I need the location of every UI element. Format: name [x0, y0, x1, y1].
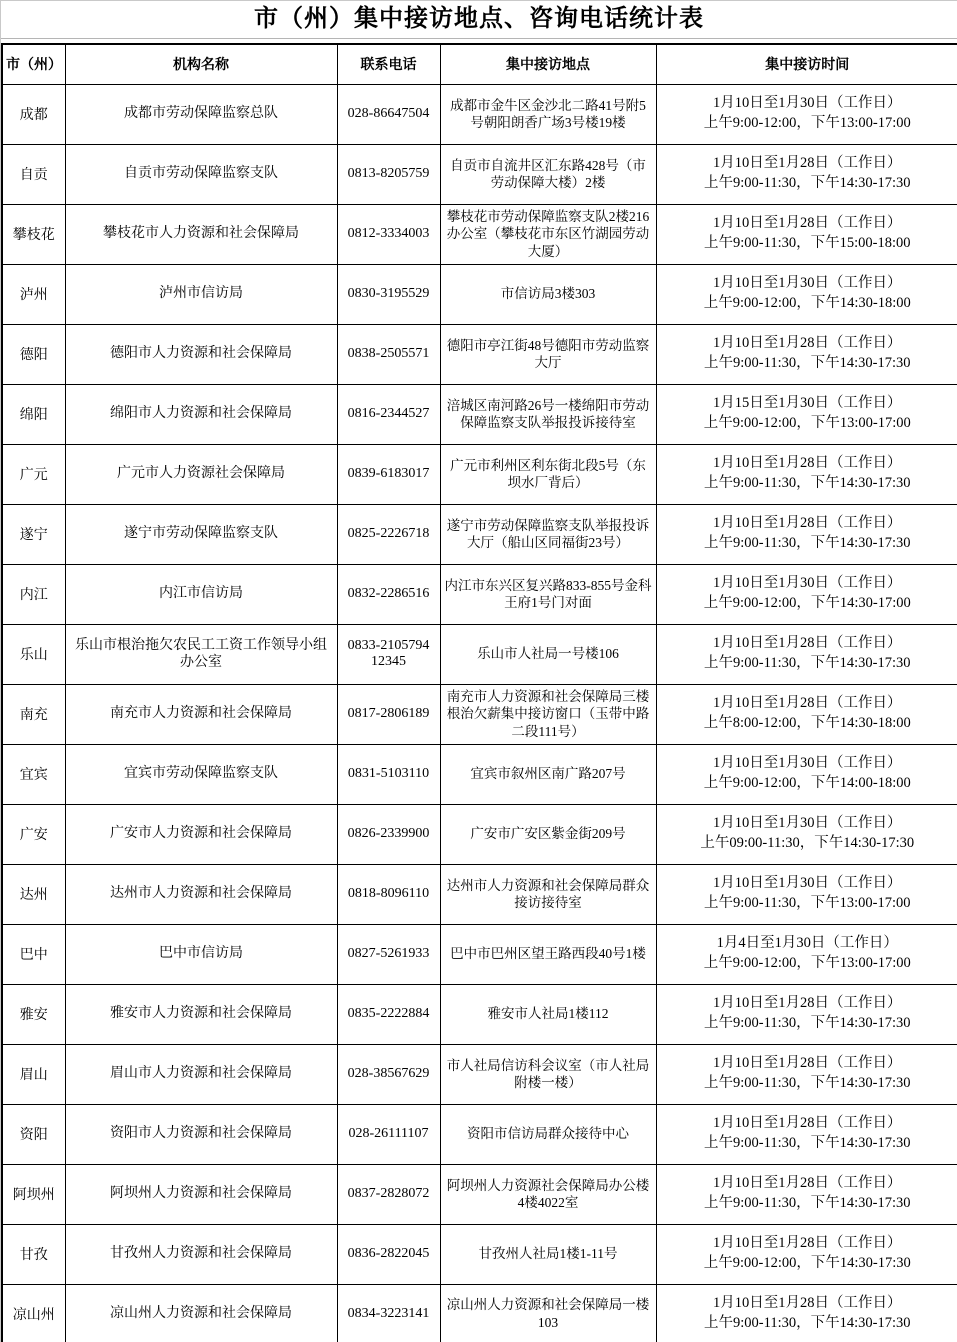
time-cell: [656, 624, 957, 684]
phone-cell: 0835-2222884: [337, 984, 440, 1044]
time-office-hours: 上午9:00-11:30，下午14:30-17:30: [704, 535, 911, 551]
table-row: [2, 804, 957, 864]
time-date-range: 1月10日至1月28日（工作日）: [713, 335, 902, 352]
time-cell: [656, 264, 957, 324]
time-date-range: 1月10日至1月28日（工作日）: [713, 1115, 902, 1132]
time-office-hours: 上午9:00-12:00，下午13:00-17:00: [703, 955, 911, 971]
location-cell: 雅安市人社局1楼112: [440, 984, 656, 1044]
org-cell: 南充市人力资源和社会保障局: [65, 684, 337, 744]
phone-cell: 0816-2344527: [337, 384, 440, 444]
table-row: [2, 1104, 957, 1164]
city-cell: 自贡: [2, 144, 65, 204]
table-header: [2, 44, 957, 84]
time-cell: [656, 204, 957, 264]
time-cell: [656, 1224, 957, 1284]
time-date-range: 1月10日至1月28日（工作日）: [713, 1235, 902, 1252]
location-cell: 内江市东兴区复兴路833-855号金科王府1号门对面: [440, 564, 656, 624]
org-cell: 广安市人力资源和社会保障局: [65, 804, 337, 864]
time-office-hours: 上午9:00-11:30，下午14:30-17:30: [704, 475, 911, 491]
org-cell: 攀枝花市人力资源和社会保障局: [65, 204, 337, 264]
city-cell: 泸州: [2, 264, 65, 324]
org-cell: 眉山市人力资源和社会保障局: [65, 1044, 337, 1104]
phone-cell: 0832-2286516: [337, 564, 440, 624]
location-cell: 广元市利州区利东街北段5号（东坝水厂背后）: [440, 444, 656, 504]
time-office-hours: 上午9:00-11:30，下午14:30-17:30: [704, 175, 911, 191]
time-office-hours: 上午9:00-11:30，下午13:00-17:00: [704, 895, 911, 911]
column-header-phone: 联系电话: [337, 44, 440, 84]
org-cell: 遂宁市劳动保障监察支队: [65, 504, 337, 564]
org-cell: 凉山州人力资源和社会保障局: [65, 1284, 337, 1342]
time-office-hours: 上午8:00-12:00，下午14:30-18:00: [703, 715, 911, 731]
time-cell: [656, 1284, 957, 1342]
org-cell: 自贡市劳动保障监察支队: [65, 144, 337, 204]
column-header-time: 集中接访时间: [656, 44, 957, 84]
phone-cell: 0839-6183017: [337, 444, 440, 504]
time-date-range: 1月10日至1月28日（工作日）: [713, 455, 902, 472]
phone-cell: 0812-3334003: [337, 204, 440, 264]
city-cell: 乐山: [2, 624, 65, 684]
table-row: [2, 204, 957, 264]
table-row: [2, 684, 957, 744]
phone-cell: 0818-8096110: [337, 864, 440, 924]
time-cell: [656, 984, 957, 1044]
org-cell: 广元市人力资源社会保障局: [65, 444, 337, 504]
city-cell: 宜宾: [2, 744, 65, 804]
phone-cell: 0827-5261933: [337, 924, 440, 984]
location-cell: 攀枝花市劳动保障监察支队2楼216办公室（攀枝花市东区竹湖园劳动大厦）: [440, 204, 656, 264]
time-office-hours: 上午09:00-11:30，下午14:30-17:30: [700, 835, 915, 851]
phone-cell: 0831-5103110: [337, 744, 440, 804]
time-date-range: 1月4日至1月30日（工作日）: [716, 935, 898, 952]
time-date-range: 1月10日至1月28日（工作日）: [713, 995, 902, 1012]
time-office-hours: 上午9:00-12:00，下午13:00-17:00: [703, 415, 911, 431]
phone-cell: 028-38567629: [337, 1044, 440, 1104]
city-cell: 雅安: [2, 984, 65, 1044]
time-date-range: 1月10日至1月30日（工作日）: [713, 95, 902, 112]
org-cell: 资阳市人力资源和社会保障局: [65, 1104, 337, 1164]
city-cell: 绵阳: [2, 384, 65, 444]
time-office-hours: 上午9:00-11:30，下午14:30-17:30: [704, 1195, 911, 1211]
org-cell: 泸州市信访局: [65, 264, 337, 324]
org-cell: 甘孜州人力资源和社会保障局: [65, 1224, 337, 1284]
org-cell: 宜宾市劳动保障监察支队: [65, 744, 337, 804]
table-row: [2, 384, 957, 444]
org-cell: 达州市人力资源和社会保障局: [65, 864, 337, 924]
time-cell: [656, 1044, 957, 1104]
time-date-range: 1月10日至1月30日（工作日）: [713, 755, 902, 772]
page-title: 市（州）集中接访地点、咨询电话统计表: [1, 1, 957, 39]
table-row: [2, 504, 957, 564]
phone-cell: 0817-2806189: [337, 684, 440, 744]
location-cell: 南充市人力资源和社会保障局三楼根治欠薪集中接访窗口（玉带中路二段111号）: [440, 684, 656, 744]
time-cell: [656, 564, 957, 624]
time-date-range: 1月10日至1月28日（工作日）: [713, 515, 902, 532]
table-row: [2, 144, 957, 204]
table-row: [2, 1044, 957, 1104]
phone-cell: 0838-2505571: [337, 324, 440, 384]
city-cell: 内江: [2, 564, 65, 624]
column-header-city: 市（州）: [2, 44, 65, 84]
location-cell: 巴中市巴州区望王路西段40号1楼: [440, 924, 656, 984]
phone-cell: 028-26111107: [337, 1104, 440, 1164]
location-cell: 凉山州人力资源和社会保障局一楼103: [440, 1284, 656, 1342]
table-row: [2, 864, 957, 924]
phone-cell: 0834-3223141: [337, 1284, 440, 1342]
time-date-range: 1月10日至1月28日（工作日）: [713, 155, 902, 172]
time-cell: [656, 804, 957, 864]
time-office-hours: 上午9:00-11:30，下午14:30-17:30: [704, 1015, 911, 1031]
time-cell: [656, 684, 957, 744]
org-cell: 内江市信访局: [65, 564, 337, 624]
table-row: [2, 264, 957, 324]
phone-cell: 0813-8205759: [337, 144, 440, 204]
city-cell: 成都: [2, 84, 65, 144]
phone-cell: 028-86647504: [337, 84, 440, 144]
table-row: [2, 924, 957, 984]
table-row: [2, 324, 957, 384]
location-cell: 达州市人力资源和社会保障局群众接访接待室: [440, 864, 656, 924]
org-cell: 乐山市根治拖欠农民工工资工作领导小组办公室: [65, 624, 337, 684]
table-row: [2, 564, 957, 624]
city-cell: 资阳: [2, 1104, 65, 1164]
time-office-hours: 上午9:00-11:30，下午14:30-17:30: [704, 655, 911, 671]
location-cell: 资阳市信访局群众接待中心: [440, 1104, 656, 1164]
table-body: [2, 84, 957, 1342]
time-date-range: 1月10日至1月30日（工作日）: [713, 575, 902, 592]
location-cell: 市人社局信访科会议室（市人社局附楼一楼）: [440, 1044, 656, 1104]
time-cell: [656, 144, 957, 204]
time-date-range: 1月10日至1月30日（工作日）: [713, 815, 902, 832]
location-cell: 涪城区南河路26号一楼绵阳市劳动保障监察支队举报投诉接待室: [440, 384, 656, 444]
location-cell: 乐山市人社局一号楼106: [440, 624, 656, 684]
time-office-hours: 上午9:00-12:00，下午14:30-17:00: [703, 595, 911, 611]
location-cell: 广安市广安区紫金街209号: [440, 804, 656, 864]
time-cell: [656, 384, 957, 444]
time-cell: [656, 324, 957, 384]
phone-cell: 0826-2339900: [337, 804, 440, 864]
table-header-row: [2, 44, 957, 84]
table-row: [2, 444, 957, 504]
city-cell: 南充: [2, 684, 65, 744]
time-cell: [656, 744, 957, 804]
column-header-org: 机构名称: [65, 44, 337, 84]
time-office-hours: 上午9:00-12:00，下午13:00-17:00: [703, 115, 911, 131]
phone-cell: 0825-2226718: [337, 504, 440, 564]
city-cell: 巴中: [2, 924, 65, 984]
time-date-range: 1月15日至1月30日（工作日）: [713, 395, 902, 412]
time-date-range: 1月10日至1月30日（工作日）: [713, 275, 902, 292]
column-header-location: 集中接访地点: [440, 44, 656, 84]
city-cell: 遂宁: [2, 504, 65, 564]
location-cell: 成都市金牛区金沙北二路41号附5号朝阳朗香广场3号楼19楼: [440, 84, 656, 144]
table-row: [2, 744, 957, 804]
org-cell: 雅安市人力资源和社会保障局: [65, 984, 337, 1044]
time-date-range: 1月10日至1月28日（工作日）: [713, 215, 902, 232]
time-cell: [656, 504, 957, 564]
location-cell: 阿坝州人力资源社会保障局办公楼4楼4022室: [440, 1164, 656, 1224]
time-cell: [656, 1104, 957, 1164]
time-date-range: 1月10日至1月28日（工作日）: [713, 1055, 902, 1072]
time-office-hours: 上午9:00-12:00，下午14:30-17:30: [703, 1255, 911, 1271]
time-date-range: 1月10日至1月30日（工作日）: [713, 875, 902, 892]
time-cell: [656, 1164, 957, 1224]
org-cell: 德阳市人力资源和社会保障局: [65, 324, 337, 384]
time-office-hours: 上午9:00-11:30，下午15:00-18:00: [704, 235, 911, 251]
location-cell: 宜宾市叙州区南广路207号: [440, 744, 656, 804]
city-cell: 甘孜: [2, 1224, 65, 1284]
time-office-hours: 上午9:00-11:30，下午14:30-17:30: [704, 1314, 911, 1331]
time-cell: [656, 924, 957, 984]
org-cell: 绵阳市人力资源和社会保障局: [65, 384, 337, 444]
org-cell: 成都市劳动保障监察总队: [65, 84, 337, 144]
location-cell: 甘孜州人社局1楼1-11号: [440, 1224, 656, 1284]
time-date-range: 1月10日至1月28日（工作日）: [713, 1175, 902, 1192]
city-cell: 德阳: [2, 324, 65, 384]
time-cell: [656, 444, 957, 504]
city-cell: 广元: [2, 444, 65, 504]
table-row: [2, 624, 957, 684]
reception-table: [1, 43, 957, 1342]
table-row: [2, 984, 957, 1044]
location-cell: 市信访局3楼303: [440, 264, 656, 324]
org-cell: 巴中市信访局: [65, 924, 337, 984]
city-cell: 达州: [2, 864, 65, 924]
location-cell: 德阳市亭江街48号德阳市劳动监察大厅: [440, 324, 656, 384]
time-date-range: 1月10日至1月28日（工作日）: [713, 695, 902, 712]
phone-cell: 0837-2828072: [337, 1164, 440, 1224]
city-cell: 广安: [2, 804, 65, 864]
time-date-range: 1月10日至1月28日（工作日）: [713, 635, 902, 652]
table-row: [2, 84, 957, 144]
phone-cell: 0830-3195529: [337, 264, 440, 324]
time-office-hours: 上午9:00-12:00，下午14:00-18:00: [703, 775, 911, 791]
table-row: [2, 1284, 957, 1342]
org-cell: 阿坝州人力资源和社会保障局: [65, 1164, 337, 1224]
city-cell: 攀枝花: [2, 204, 65, 264]
time-cell: [656, 864, 957, 924]
city-cell: 凉山州: [2, 1284, 65, 1342]
time-office-hours: 上午9:00-11:30，下午14:30-17:30: [704, 355, 911, 371]
time-office-hours: 上午9:00-11:30，下午14:30-17:30: [704, 1075, 911, 1091]
time-office-hours: 上午9:00-12:00，下午14:30-18:00: [703, 295, 911, 311]
phone-cell: 0833-2105794 12345: [337, 624, 440, 684]
time-office-hours: 上午9:00-11:30，下午14:30-17:30: [704, 1135, 911, 1151]
location-cell: 遂宁市劳动保障监察支队举报投诉大厅（船山区同福街23号）: [440, 504, 656, 564]
phone-cell: 0836-2822045: [337, 1224, 440, 1284]
time-date-range: 1月10日至1月28日（工作日）: [713, 1295, 902, 1312]
city-cell: 眉山: [2, 1044, 65, 1104]
table-row: [2, 1224, 957, 1284]
location-cell: 自贡市自流井区汇东路428号（市劳动保障大楼）2楼: [440, 144, 656, 204]
city-cell: 阿坝州: [2, 1164, 65, 1224]
table-row: [2, 1164, 957, 1224]
time-cell: [656, 84, 957, 144]
